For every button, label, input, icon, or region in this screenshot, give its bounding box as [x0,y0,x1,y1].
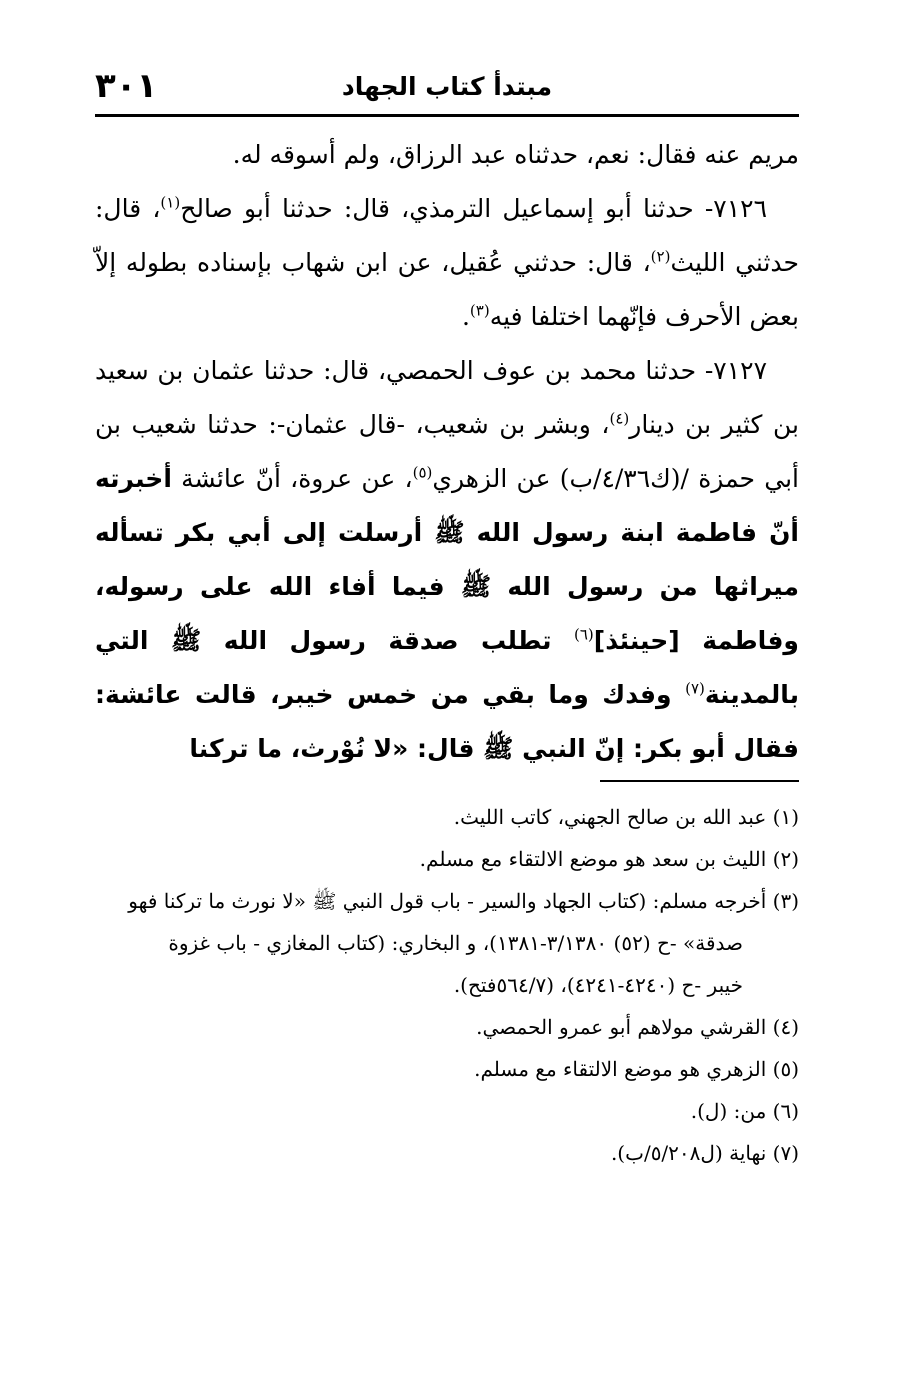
paragraph-hadith-7126 [95,182,799,344]
footnote-1: (١) عبد الله بن صالح الجهني، كاتب الليث. [453,805,799,829]
page-header [95,62,799,112]
footnote-3-line: صدقة» -ح (٥٢) ٣/١٣٨٠-١٣٨١)، و البخاري: (كتاب المغازي - باب غزوة [168,931,743,955]
footnote-ref-5[interactable]: (٥) [412,463,433,482]
footnote-6: (٦) من: (ل). [690,1099,799,1123]
text-run: ، عن عروة، أنّ عائشة [171,464,413,493]
footnote-ref-3[interactable]: (٣) [469,301,490,320]
footnote-ref-4[interactable]: (٤) [609,409,630,428]
footnote-3 [95,880,799,1006]
text-run: ، وبشر بن شعيب، -قال عثمان-: حدثنا شعيب بن أبي حمزة /(ك٤/٣٦/ب) عن الزهري [95,410,799,493]
footnote-3-line: خيبر -ح (٤٢٤٠-٤٢٤١)، (٥٦٤/٧فتح). [453,973,743,997]
running-title: مبتدأ كتاب الجهاد [341,72,553,101]
footnote-5: (٥) الزهري هو موضع الالتقاء مع مسلم. [474,1057,799,1081]
text-run: ، قال: حدثني عُقيل، عن ابن شهاب بإسناده بطوله إلاّ بعض الأحرف فإنّهما اختلفا فيه [95,248,799,331]
footnote-7: (٧) نهاية (ل٥/٢٠٨/ب). [610,1141,799,1165]
footnote-ref-7[interactable]: (٧) [685,679,705,698]
text-run: . [461,302,470,331]
hadith-text-bold: أخبرته أنّ فاطمة ابنة رسول الله ﷺ أرسلت إلى أبي بكر تسأله ميراثها من رسول الله ﷺ فيما أفاء الله على رسوله، وفاطمة [حينئذ] [95,464,799,655]
header-rule [95,114,799,117]
main-text [95,128,799,776]
hadith-text-bold: تطلب صدقة رسول الله ﷺ التي بالمدينة [95,626,799,709]
hadith-text-bold: وفدك وما بقي من خمس خيبر، قالت عائشة: فقال أبو بكر: إنّ النبي ﷺ قال: «لا نُوْرث، ما تركنا [95,680,799,763]
paragraph-hadith-7127 [95,344,799,776]
paragraph-1: مريم عنه فقال: نعم، حدثناه عبد الرزاق، ولم أسوقه له. [232,140,799,169]
footnote-separator [600,780,799,782]
footnote-3-line: (٣) أخرجه مسلم: (كتاب الجهاد والسير - باب قول النبي ﷺ «لا نورث ما تركنا فهو [128,889,799,913]
page-number: ٣٠١ [95,66,158,106]
footnote-ref-6[interactable]: (٦) [573,625,594,644]
footnote-ref-2[interactable]: (٢) [650,247,671,266]
text-run: ، قال: حدثني الليث [95,194,800,277]
footnotes [95,796,799,1174]
footnote-2: (٢) الليث بن سعد هو موضع الالتقاء مع مسلم. [419,847,799,871]
footnote-ref-1[interactable]: (١) [160,193,181,212]
text-run: ٧١٢٦- حدثنا أبو إسماعيل الترمذي، قال: حدثنا أبو صالح [180,194,767,223]
text-run: ٧١٢٧- حدثنا محمد بن عوف الحمصي، قال: حدثنا عثمان بن سعيد بن كثير بن دينار [95,356,799,439]
footnote-4: (٤) القرشي مولاهم أبو عمرو الحمصي. [476,1015,799,1039]
